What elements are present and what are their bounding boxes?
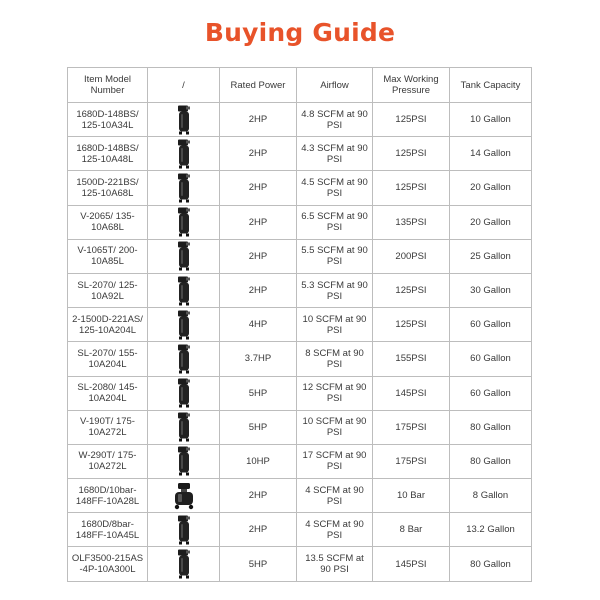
tank-capacity-cell: 60 Gallon bbox=[450, 342, 532, 376]
airflow-cell: 4.8 SCFM at 90 PSI bbox=[297, 103, 373, 137]
rated-power-cell: 2HP bbox=[220, 239, 297, 273]
vertical-compressor-icon bbox=[148, 376, 220, 410]
airflow-cell: 4 SCFM at 90 PSI bbox=[297, 479, 373, 513]
model-number-cell: OLF3500-215AS -4P-10A300L bbox=[68, 547, 148, 581]
rated-power-cell: 2HP bbox=[220, 479, 297, 513]
tank-capacity-cell: 8 Gallon bbox=[450, 479, 532, 513]
airflow-cell: 4.5 SCFM at 90 PSI bbox=[297, 171, 373, 205]
model-number-cell: W-290T/ 175-10A272L bbox=[68, 444, 148, 478]
model-number-cell: 2-1500D-221AS/ 125-10A204L bbox=[68, 308, 148, 342]
tank-capacity-cell: 25 Gallon bbox=[450, 239, 532, 273]
vertical-compressor-icon bbox=[148, 137, 220, 171]
max-pressure-cell: 10 Bar bbox=[373, 479, 450, 513]
max-pressure-cell: 155PSI bbox=[373, 342, 450, 376]
rated-power-cell: 4HP bbox=[220, 308, 297, 342]
vertical-compressor-icon bbox=[148, 342, 220, 376]
table-row bbox=[68, 479, 532, 513]
column-header: Tank Capacity bbox=[450, 68, 532, 103]
model-number-cell: SL-2080/ 145-10A204L bbox=[68, 376, 148, 410]
model-number-cell: 1680D-148BS/ 125-10A34L bbox=[68, 103, 148, 137]
tank-capacity-cell: 80 Gallon bbox=[450, 444, 532, 478]
max-pressure-cell: 125PSI bbox=[373, 273, 450, 307]
max-pressure-cell: 175PSI bbox=[373, 444, 450, 478]
rated-power-cell: 10HP bbox=[220, 444, 297, 478]
vertical-compressor-icon bbox=[148, 103, 220, 137]
column-header: Max Working Pressure bbox=[373, 68, 450, 103]
max-pressure-cell: 125PSI bbox=[373, 308, 450, 342]
model-number-cell: 1680D-148BS/ 125-10A48L bbox=[68, 137, 148, 171]
table-row bbox=[68, 342, 532, 376]
model-number-cell: 1500D-221BS/ 125-10A68L bbox=[68, 171, 148, 205]
table-row bbox=[68, 513, 532, 547]
airflow-cell: 5.5 SCFM at 90 PSI bbox=[297, 239, 373, 273]
rated-power-cell: 5HP bbox=[220, 547, 297, 581]
model-number-cell: 1680D/8bar- 148FF-10A45L bbox=[68, 513, 148, 547]
column-header: / bbox=[148, 68, 220, 103]
rated-power-cell: 2HP bbox=[220, 137, 297, 171]
max-pressure-cell: 145PSI bbox=[373, 376, 450, 410]
column-header: Rated Power bbox=[220, 68, 297, 103]
rated-power-cell: 2HP bbox=[220, 205, 297, 239]
table-row bbox=[68, 103, 532, 137]
table-row bbox=[68, 273, 532, 307]
table-row bbox=[68, 444, 532, 478]
airflow-cell: 10 SCFM at 90 PSI bbox=[297, 308, 373, 342]
model-number-cell: 1680D/10bar- 148FF-10A28L bbox=[68, 479, 148, 513]
model-number-cell: V-2065/ 135-10A68L bbox=[68, 205, 148, 239]
table-row bbox=[68, 137, 532, 171]
tank-capacity-cell: 60 Gallon bbox=[450, 308, 532, 342]
rated-power-cell: 5HP bbox=[220, 376, 297, 410]
vertical-compressor-icon bbox=[148, 239, 220, 273]
tank-capacity-cell: 80 Gallon bbox=[450, 410, 532, 444]
airflow-cell: 8 SCFM at 90 PSI bbox=[297, 342, 373, 376]
rated-power-cell: 2HP bbox=[220, 171, 297, 205]
rated-power-cell: 2HP bbox=[220, 513, 297, 547]
max-pressure-cell: 200PSI bbox=[373, 239, 450, 273]
max-pressure-cell: 125PSI bbox=[373, 103, 450, 137]
vertical-compressor-icon bbox=[148, 273, 220, 307]
max-pressure-cell: 175PSI bbox=[373, 410, 450, 444]
max-pressure-cell: 145PSI bbox=[373, 547, 450, 581]
table-row bbox=[68, 171, 532, 205]
airflow-cell: 4 SCFM at 90 PSI bbox=[297, 513, 373, 547]
airflow-cell: 4.3 SCFM at 90 PSI bbox=[297, 137, 373, 171]
table-header-row bbox=[68, 68, 532, 103]
vertical-compressor-icon bbox=[148, 205, 220, 239]
max-pressure-cell: 135PSI bbox=[373, 205, 450, 239]
table-row bbox=[68, 239, 532, 273]
column-header: Item Model Number bbox=[68, 68, 148, 103]
airflow-cell: 6.5 SCFM at 90 PSI bbox=[297, 205, 373, 239]
rated-power-cell: 5HP bbox=[220, 410, 297, 444]
buying-guide-table bbox=[67, 67, 532, 582]
model-number-cell: SL-2070/ 155-10A204L bbox=[68, 342, 148, 376]
tank-capacity-cell: 20 Gallon bbox=[450, 171, 532, 205]
airflow-cell: 17 SCFM at 90 PSI bbox=[297, 444, 373, 478]
tank-capacity-cell: 30 Gallon bbox=[450, 273, 532, 307]
table-row bbox=[68, 376, 532, 410]
portable-compressor-icon bbox=[148, 479, 220, 513]
table-row bbox=[68, 205, 532, 239]
table-row bbox=[68, 410, 532, 444]
model-number-cell: V-190T/ 175-10A272L bbox=[68, 410, 148, 444]
vertical-compressor-icon bbox=[148, 513, 220, 547]
airflow-cell: 5.3 SCFM at 90 PSI bbox=[297, 273, 373, 307]
page-title: Buying Guide bbox=[204, 18, 396, 47]
model-number-cell: SL-2070/ 125-10A92L bbox=[68, 273, 148, 307]
tank-capacity-cell: 80 Gallon bbox=[450, 547, 532, 581]
table-row bbox=[68, 547, 532, 581]
max-pressure-cell: 8 Bar bbox=[373, 513, 450, 547]
column-header: Airflow bbox=[297, 68, 373, 103]
airflow-cell: 13.5 SCFM at 90 PSI bbox=[297, 547, 373, 581]
max-pressure-cell: 125PSI bbox=[373, 137, 450, 171]
tank-capacity-cell: 20 Gallon bbox=[450, 205, 532, 239]
tank-capacity-cell: 13.2 Gallon bbox=[450, 513, 532, 547]
vertical-compressor-icon bbox=[148, 410, 220, 444]
vertical-compressor-icon bbox=[148, 444, 220, 478]
airflow-cell: 12 SCFM at 90 PSI bbox=[297, 376, 373, 410]
tank-capacity-cell: 10 Gallon bbox=[450, 103, 532, 137]
tank-capacity-cell: 14 Gallon bbox=[450, 137, 532, 171]
max-pressure-cell: 125PSI bbox=[373, 171, 450, 205]
rated-power-cell: 2HP bbox=[220, 273, 297, 307]
vertical-compressor-icon bbox=[148, 308, 220, 342]
model-number-cell: V-1065T/ 200-10A85L bbox=[68, 239, 148, 273]
rated-power-cell: 2HP bbox=[220, 103, 297, 137]
tank-capacity-cell: 60 Gallon bbox=[450, 376, 532, 410]
rated-power-cell: 3.7HP bbox=[220, 342, 297, 376]
vertical-compressor-icon bbox=[148, 547, 220, 581]
airflow-cell: 10 SCFM at 90 PSI bbox=[297, 410, 373, 444]
table-row bbox=[68, 308, 532, 342]
vertical-compressor-icon bbox=[148, 171, 220, 205]
